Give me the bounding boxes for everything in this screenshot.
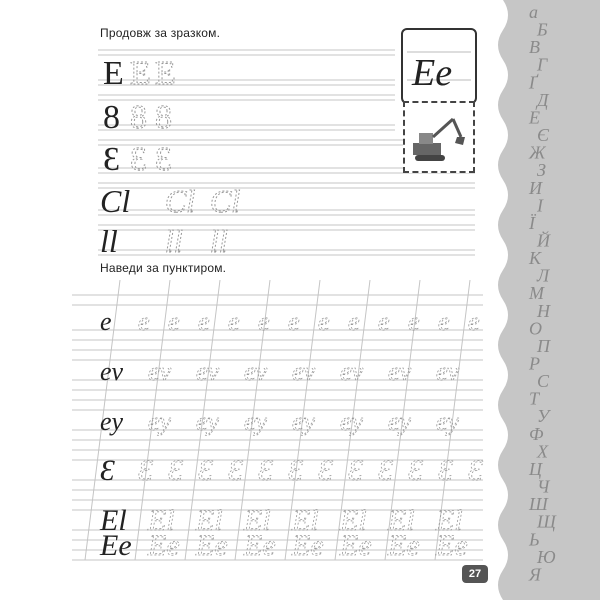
- alphabet-letter: В: [529, 37, 540, 58]
- excavator-icon: [405, 103, 473, 171]
- alphabet-letter: О: [529, 318, 542, 339]
- alphabet-letter: П: [537, 335, 550, 356]
- trace-dotted-glyph: Ɛ: [348, 454, 363, 487]
- trace-dotted-glyph: e: [198, 307, 210, 336]
- trace-dotted-glyph: Ee: [244, 529, 276, 562]
- alphabet-letter: З: [537, 160, 546, 181]
- trace-dotted-glyph: El: [340, 504, 367, 537]
- trace-sample-glyph: ev: [100, 357, 124, 386]
- trace-row: [100, 454, 483, 487]
- dotted-glyph: E: [155, 55, 176, 92]
- trace-dotted-glyph: El: [436, 504, 463, 537]
- trace-dotted-glyph: Ɛ: [168, 454, 183, 487]
- alphabet-letter: Р: [529, 353, 540, 374]
- trace-dotted-glyph: El: [292, 504, 319, 537]
- trace-dotted-glyph: e: [348, 307, 360, 336]
- alphabet-letter: Ґ: [529, 72, 537, 93]
- alphabet-letter: І: [537, 195, 543, 216]
- trace-sample-glyph: ey: [100, 407, 124, 436]
- alphabet-letter: Ь: [529, 529, 540, 550]
- letter-card-glyph: [403, 30, 475, 102]
- trace-dotted-glyph: ey: [436, 407, 460, 436]
- trace-dotted-glyph: ey: [292, 407, 316, 436]
- trace-dotted-glyph: Ɛ: [318, 454, 333, 487]
- trace-dotted-glyph: e: [168, 307, 180, 336]
- sample-glyph: 8: [103, 99, 120, 136]
- trace-dotted-glyph: e: [318, 307, 330, 336]
- alphabet-letter: Ф: [529, 423, 544, 444]
- trace-dotted-glyph: Ɛ: [408, 454, 423, 487]
- alphabet-letter: Я: [529, 564, 541, 585]
- alphabet-letter: Н: [537, 300, 550, 321]
- trace-dotted-glyph: ey: [340, 407, 364, 436]
- letter-card-text: Ее: [412, 52, 453, 94]
- instruction-trace: Наведи за пунктиром.: [100, 261, 227, 275]
- dotted-glyph: 8: [130, 99, 147, 136]
- trace-dotted-glyph: Ɛ: [138, 454, 153, 487]
- trace-dotted-glyph: ey: [388, 407, 412, 436]
- alphabet-letter: Х: [537, 441, 548, 462]
- trace-dotted-glyph: e: [408, 307, 420, 336]
- trace-row: [99, 529, 468, 562]
- trace-dotted-glyph: Ɛ: [288, 454, 303, 487]
- alphabet-letter: И: [529, 177, 542, 198]
- alphabet-letter: Ж: [529, 142, 546, 163]
- trace-dotted-glyph: e: [468, 307, 480, 336]
- alphabet-letter: Ю: [537, 546, 556, 567]
- trace-dotted-glyph: e: [288, 307, 300, 336]
- alphabet-sidebar: [483, 0, 600, 600]
- dotted-glyph: Cl: [165, 183, 196, 219]
- trace-dotted-glyph: e: [138, 307, 150, 336]
- trace-dotted-glyph: Ɛ: [258, 454, 273, 487]
- sample-glyph: E: [103, 55, 124, 92]
- alphabet-letter: Щ: [537, 511, 556, 532]
- trace-sample-glyph: e: [100, 307, 112, 336]
- trace-dotted-glyph: ev: [148, 357, 172, 386]
- dotted-glyph: ll: [210, 223, 228, 259]
- trace-dotted-glyph: ev: [388, 357, 412, 386]
- trace-dotted-glyph: ey: [196, 407, 220, 436]
- alphabet-letter: Б: [537, 19, 548, 40]
- dotted-glyph: 8: [155, 99, 172, 136]
- trace-dotted-glyph: ev: [292, 357, 316, 386]
- alphabet-letter: Ч: [537, 476, 550, 497]
- alphabet-letter: М: [529, 283, 544, 304]
- trace-dotted-glyph: Ee: [196, 529, 228, 562]
- trace-dotted-glyph: El: [388, 504, 415, 537]
- trace-dotted-glyph: El: [196, 504, 223, 537]
- dotted-glyph: Cl: [210, 183, 241, 219]
- sample-glyph: Ɛ: [103, 141, 121, 178]
- trace-dotted-glyph: Ee: [388, 529, 420, 562]
- trace-dotted-glyph: Ee: [436, 529, 468, 562]
- picture-card: [403, 101, 475, 173]
- alphabet-letter: Ц: [529, 458, 542, 479]
- trace-dotted-glyph: ev: [196, 357, 220, 386]
- trace-row: [100, 357, 460, 386]
- sample-glyph: ll: [100, 223, 118, 259]
- trace-dotted-glyph: Ɛ: [228, 454, 243, 487]
- trace-sample-glyph: El: [100, 504, 127, 537]
- trace-dotted-glyph: ey: [244, 407, 268, 436]
- page-number: 27: [462, 565, 488, 583]
- trace-dotted-glyph: ev: [436, 357, 460, 386]
- instruction-continue: Продовж за зразком.: [100, 26, 221, 40]
- trace-dotted-glyph: ev: [244, 357, 268, 386]
- dotted-glyph: ll: [165, 223, 183, 259]
- alphabet-letter: Ш: [529, 494, 548, 515]
- trace-dotted-glyph: e: [228, 307, 240, 336]
- trace-dotted-glyph: Ee: [148, 529, 180, 562]
- trace-dotted-glyph: Ɛ: [378, 454, 393, 487]
- alphabet-letter: Е: [529, 107, 540, 128]
- alphabet-letter: Й: [537, 230, 550, 251]
- trace-row: [100, 307, 480, 336]
- alphabet-letter: а: [529, 2, 538, 22]
- dotted-glyph: E: [130, 55, 151, 92]
- alphabet-letter: Д: [537, 89, 549, 110]
- trace-dotted-glyph: El: [244, 504, 271, 537]
- trace-sample-glyph: Ɛ: [100, 454, 115, 487]
- trace-dotted-glyph: Ɛ: [438, 454, 453, 487]
- trace-dotted-glyph: Ee: [340, 529, 372, 562]
- alphabet-letter: С: [537, 371, 550, 392]
- trace-dotted-glyph: El: [148, 504, 175, 537]
- alphabet-letter: Є: [537, 125, 550, 146]
- trace-dotted-glyph: ey: [148, 407, 172, 436]
- trace-dotted-glyph: e: [258, 307, 270, 336]
- alphabet-letter: Ї: [529, 212, 535, 233]
- alphabet-letter: У: [537, 406, 550, 427]
- alphabet-letter: Л: [537, 265, 550, 286]
- trace-dotted-glyph: e: [438, 307, 450, 336]
- dotted-glyph: Ɛ: [155, 141, 173, 178]
- trace-dotted-glyph: Ɛ: [468, 454, 483, 487]
- trace-sample-glyph: Ee: [100, 529, 132, 562]
- sample-glyph: Cl: [100, 183, 131, 219]
- letter-card: [401, 28, 477, 104]
- trace-dotted-glyph: Ee: [292, 529, 324, 562]
- trace-dotted-glyph: e: [378, 307, 390, 336]
- trace-row: [100, 407, 460, 436]
- alphabet-letter: К: [529, 248, 541, 269]
- alphabet-letter: Т: [529, 388, 540, 409]
- alphabet-letter: Г: [537, 54, 548, 75]
- trace-dotted-glyph: Ɛ: [198, 454, 213, 487]
- trace-dotted-glyph: ev: [340, 357, 364, 386]
- dotted-glyph: Ɛ: [130, 141, 148, 178]
